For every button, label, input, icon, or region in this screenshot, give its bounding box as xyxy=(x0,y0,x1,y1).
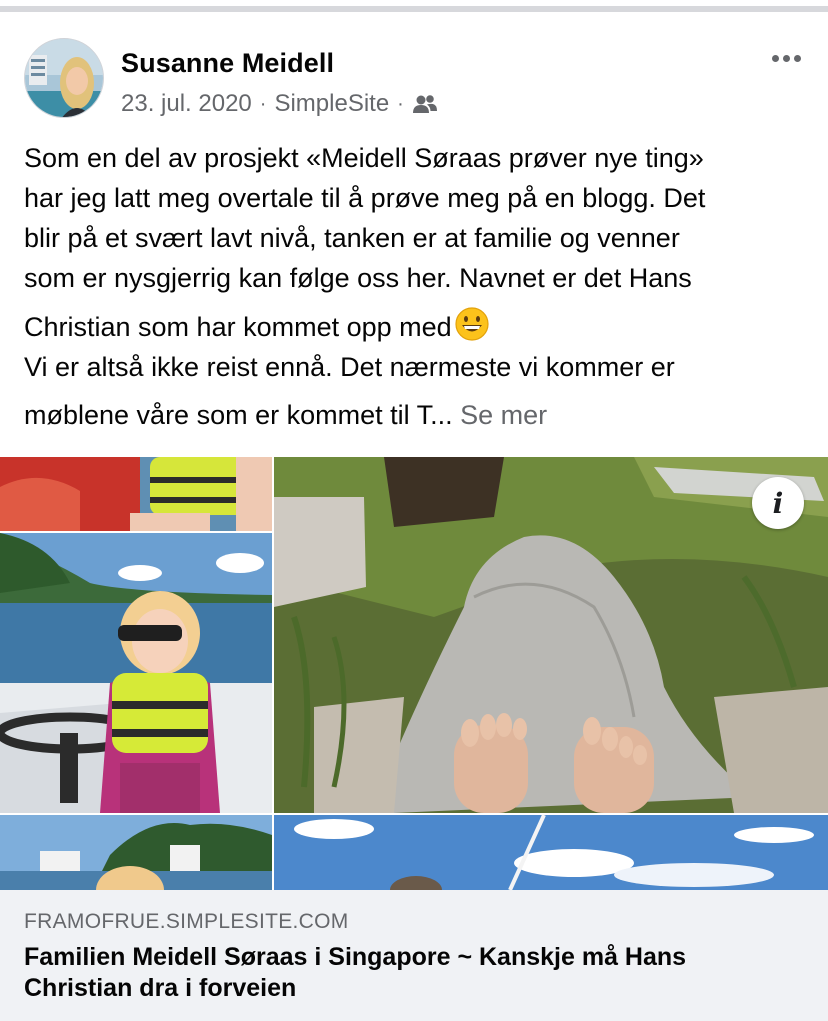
friends-icon xyxy=(412,93,438,115)
author-name[interactable]: Susanne Meidell xyxy=(121,48,335,78)
meta-separator: · xyxy=(397,92,404,115)
feed-divider xyxy=(0,0,828,12)
post-header xyxy=(24,38,814,120)
info-label: i xyxy=(772,486,784,520)
post-text-line: Christian som har kommet opp med xyxy=(24,312,452,342)
info-icon[interactable] xyxy=(752,477,804,529)
post-date[interactable]: 23. jul. 2020 xyxy=(121,90,252,117)
post-text-line: Som en del av prosjekt «Meidell Søraas prøver nye ting» xyxy=(24,143,704,173)
link-title xyxy=(24,942,804,1004)
photo-tile[interactable] xyxy=(0,457,272,531)
post-meta xyxy=(121,90,438,118)
post-text-line: blir på et svært lavt nivå, tanken er at familie og venner xyxy=(24,223,680,253)
post-text-last-line xyxy=(24,395,814,435)
photo-tile[interactable] xyxy=(274,815,828,890)
meta-separator: · xyxy=(259,92,267,115)
post-text-line-with-emoji xyxy=(24,306,814,347)
grinning-face-emoji xyxy=(454,306,490,342)
link-title-line: Christian dra i forveien xyxy=(24,974,297,1002)
photo-tile[interactable] xyxy=(0,533,272,813)
photo-tile[interactable] xyxy=(0,815,272,890)
post-text-line: har jeg latt meg overtale til å prøve meg på en blogg. Det xyxy=(24,183,706,213)
link-title-line: Familien Meidell Søraas i Singapore ~ Kanskje må Hans xyxy=(24,943,687,971)
link-preview-card[interactable] xyxy=(0,890,828,1021)
post-text-line: Vi er altså ikke reist ennå. Det nærmeste vi kommer er xyxy=(24,352,675,382)
see-more-link[interactable]: Se mer xyxy=(460,400,548,430)
link-domain: FRAMOFRUE.SIMPLESITE.COM xyxy=(24,910,349,933)
post-text-line: møblene våre som er kommet til T... xyxy=(24,400,453,430)
photo-tile[interactable] xyxy=(274,457,828,813)
post-source[interactable]: SimpleSite xyxy=(274,90,390,117)
post-body xyxy=(24,138,814,435)
post-text-line: som er nysgjerrig kan følge oss her. Navnet er det Hans xyxy=(24,263,692,293)
more-options-icon[interactable] xyxy=(766,46,806,70)
avatar[interactable] xyxy=(24,38,104,118)
photo-collage[interactable] xyxy=(0,457,828,890)
